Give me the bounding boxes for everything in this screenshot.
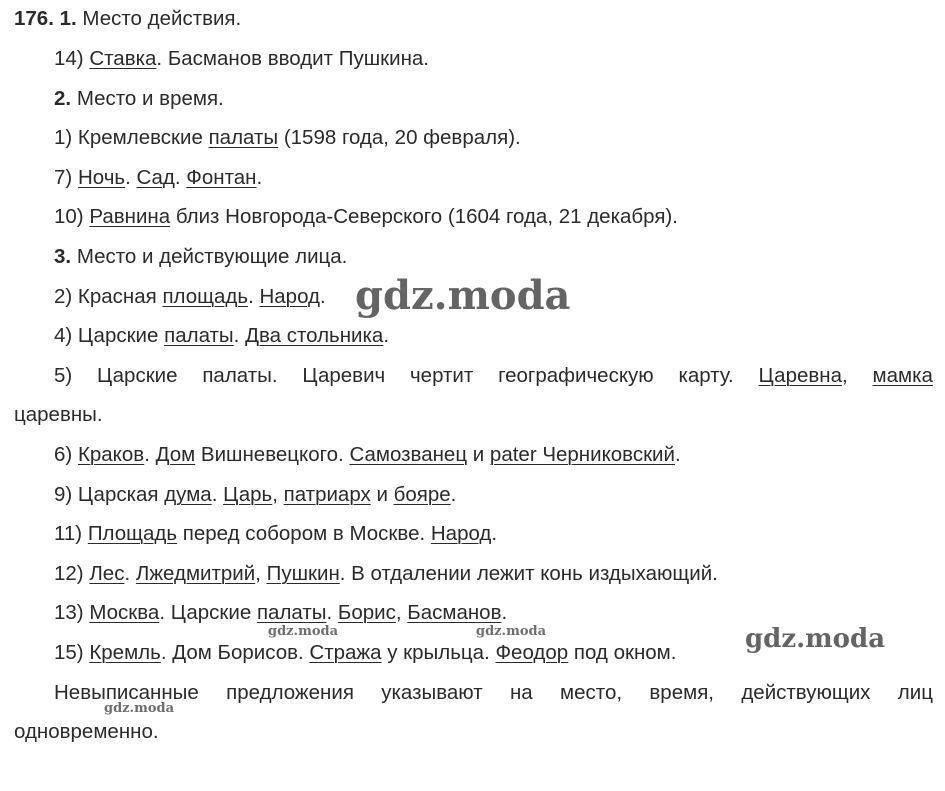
watermark-logo: gdz.moda	[104, 701, 175, 716]
underlined-word: Фонтан	[186, 166, 257, 189]
section-heading	[54, 244, 347, 270]
underlined-word: Басманов	[407, 601, 502, 624]
underlined-word: палаты	[208, 126, 279, 149]
part-title: Место и действующие лица.	[76, 245, 348, 268]
underlined-word: Ставка	[89, 47, 157, 70]
list-item: 10) Равнина близ Новгорода-Северского (1604 года, 21 декабря).	[54, 205, 678, 228]
underlined-word: Феодор	[495, 641, 569, 664]
underlined-word: Народ	[259, 285, 320, 308]
list-item: 7) Ночь. Сад. Фонтан.	[54, 166, 263, 189]
underlined-word: Москва	[89, 601, 160, 624]
list-item: 1) Кремлевские палаты (1598 года, 20 февраля).	[54, 126, 521, 149]
underlined-word: Народ	[430, 522, 492, 545]
underlined-word: Царь	[223, 483, 273, 506]
list-item: 9) Царская дума. Царь, патриарх и бояре.	[54, 483, 457, 506]
underlined-word: бояре	[393, 483, 451, 506]
underlined-word: палаты	[256, 601, 327, 624]
task-heading	[14, 6, 241, 32]
underlined-word: Царевна	[758, 364, 842, 387]
underlined-word: Пушкин	[266, 562, 340, 585]
underlined-word: Борис	[337, 601, 396, 624]
part-number: 1.	[59, 7, 77, 30]
list-item: 14) Ставка. Басманов вводит Пушкина.	[54, 47, 429, 70]
underlined-word: мамка	[872, 364, 933, 387]
list-item: 13) Москва. Царские палаты. Борис, Басманов.	[54, 601, 508, 624]
list-item: 12) Лес. Лжедмитрий, Пушкин. В отдалении лежит конь издыхающий.	[54, 562, 718, 585]
list-item: 15) Кремль. Дом Борисов. Стража у крыльца. Феодор под окном.	[54, 641, 677, 664]
underlined-word: палаты	[164, 324, 234, 347]
underlined-word: Кремль	[89, 641, 161, 664]
task-number: 176.	[14, 7, 54, 30]
part-title: Место действия.	[82, 7, 242, 30]
underlined-word: pater Черниковский	[489, 443, 675, 466]
conclusion-paragraph: Невыписанные предложения указывают на место, время, действующих лиц	[54, 681, 933, 704]
list-item: 2) Красная площадь. Народ.	[54, 285, 326, 308]
underlined-word: Лес	[89, 562, 125, 585]
part-title: Место и время.	[76, 87, 224, 110]
watermark-logo: gdz.moda	[745, 624, 886, 654]
list-item: 6) Краков. Дом Вишневецкого. Самозванец и pater Черниковский.	[54, 443, 681, 466]
underlined-word: Ночь	[77, 166, 126, 189]
underlined-word: Равнина	[89, 205, 171, 228]
part-number: 3.	[54, 245, 72, 268]
conclusion-continuation: одновременно.	[14, 720, 159, 743]
underlined-word: Лжедмитрий	[135, 562, 256, 585]
list-item: 11) Площадь перед собором в Москве. Народ.	[54, 522, 498, 545]
list-item-continuation: царевны.	[14, 403, 103, 426]
underlined-word: Дом	[155, 443, 196, 466]
underlined-word: площадь	[162, 285, 249, 308]
underlined-word: Два стольника	[245, 324, 384, 347]
watermark-logo: gdz.moda	[476, 624, 547, 639]
section-heading	[54, 86, 224, 112]
part-number: 2.	[54, 87, 72, 110]
underlined-word: дума	[164, 483, 212, 506]
underlined-word: Стража	[309, 641, 382, 664]
underlined-word: Самозванец	[349, 443, 468, 466]
watermark-logo: gdz.moda	[268, 624, 339, 639]
underlined-word: Сад	[136, 166, 175, 189]
underlined-word: Краков	[77, 443, 145, 466]
underlined-word: Площадь	[87, 522, 178, 545]
underlined-word: патриарх	[283, 483, 371, 506]
list-item-justified: 5) Царские палаты. Царевич чертит географическую карту. Царевна, мамка	[54, 364, 933, 387]
watermark-logo: gdz.moda	[355, 272, 571, 319]
list-item: 4) Царские палаты. Два стольника.	[54, 324, 390, 347]
